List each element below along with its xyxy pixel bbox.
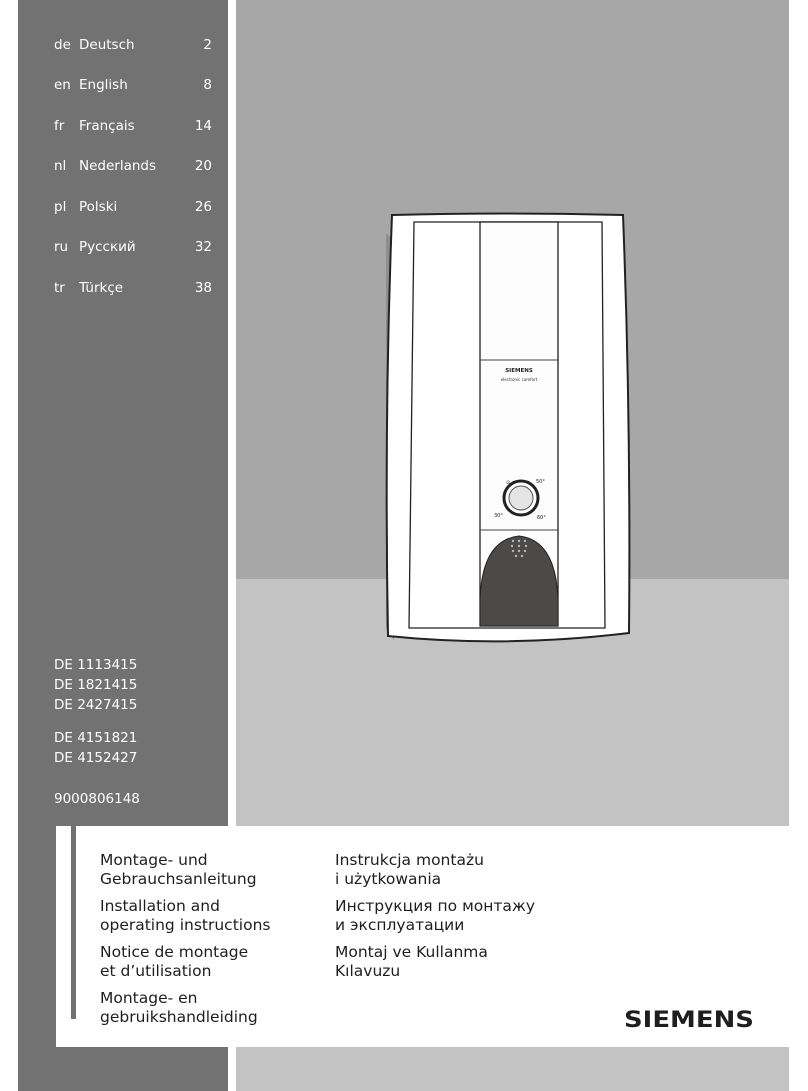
device-brand-label: SIEMENS [505,368,533,374]
decorative-strip [56,1047,228,1091]
dial-label: 60° [537,515,546,521]
decorative-band [236,1047,789,1091]
title-line: и эксплуатации [335,916,465,934]
language-name: English [79,77,128,93]
language-entry-nl[interactable] [54,158,212,180]
language-name: Русский [79,239,136,255]
title-line: et d’utilisation [100,962,212,980]
model-group-1 [54,655,137,715]
language-name: Polski [79,199,118,215]
model-number: DE 4151821 [54,730,138,746]
dial-label: 30° [494,513,503,519]
title-ru [335,897,535,935]
language-entry-tr[interactable] [54,280,212,302]
model-list [54,655,137,768]
title-column-2 [335,851,535,989]
language-sidebar [18,0,228,826]
title-line: Gebrauchsanleitung [100,870,257,888]
decorative-strip [71,826,76,1019]
siemens-logo [624,1003,756,1033]
language-page: 2 [203,37,212,53]
language-code: fr [54,118,65,134]
title-line: Montage- en [100,989,198,1007]
language-code: ru [54,239,69,255]
title-fr [100,943,270,981]
title-line: gebruikshandleiding [100,1008,258,1026]
title-line: Инструкция по монтажу [335,897,536,915]
water-heater-illustration [236,0,789,826]
language-page: 8 [203,77,212,93]
language-name: Nederlands [79,158,157,174]
model-number: DE 2427415 [54,697,138,713]
language-entry-ru[interactable] [54,239,212,261]
model-number: DE 4152427 [54,750,138,766]
language-name: Türkçe [79,280,124,296]
temperature-dial-knob [509,486,533,510]
siemens-logo-text: SIEMENS [624,1008,754,1033]
language-entry-de[interactable] [54,37,212,59]
model-number: DE 1113415 [54,657,138,673]
part-number: 9000806148 [54,791,140,807]
language-entry-fr[interactable] [54,118,212,140]
model-group-2 [54,728,137,768]
language-code: nl [54,158,67,174]
title-line: Instrukcja montażu [335,851,484,869]
title-column-1 [100,851,270,1035]
language-page: 14 [194,118,212,134]
language-page: 26 [194,199,212,215]
language-code: en [54,77,71,93]
title-pl [335,851,535,889]
language-name: Deutsch [79,37,135,53]
language-code: de [54,37,71,53]
title-en [100,897,270,935]
title-nl [100,989,270,1027]
language-entry-pl[interactable] [54,199,212,221]
language-page: 38 [194,280,212,296]
language-code: pl [54,199,67,215]
title-de [100,851,270,889]
title-line: Montage- und [100,851,208,869]
dial-label: 50° [536,479,545,485]
title-line: Kılavuzu [335,962,401,980]
title-line: Notice de montage [100,943,249,961]
language-entry-en[interactable] [54,77,212,99]
dial-label: ⊙ [506,480,511,486]
title-line: operating instructions [100,916,271,934]
language-name: Français [79,118,135,134]
decorative-strip [18,826,56,1091]
model-number: DE 1821415 [54,677,138,693]
title-line: Montaj ve Kullanma [335,943,488,961]
title-line: Installation and [100,897,220,915]
title-tr [335,943,535,981]
language-page: 32 [194,239,212,255]
device-subtitle-label: electronic comfort [500,377,538,382]
title-line: i użytkowania [335,870,442,888]
language-code: tr [54,280,65,296]
language-page: 20 [194,158,212,174]
